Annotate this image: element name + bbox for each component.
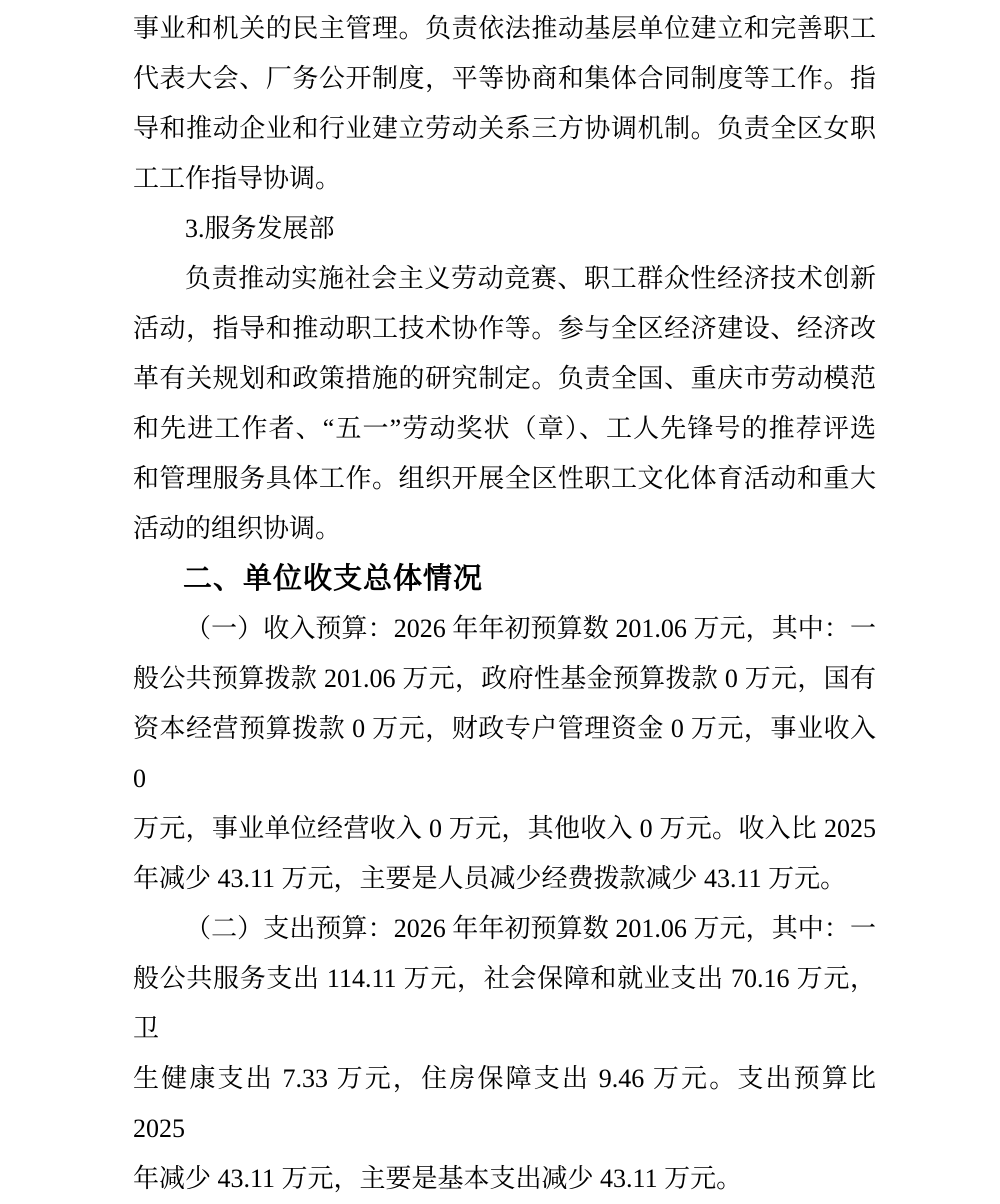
text-line: 万元，事业单位经营收入 0 万元，其他收入 0 万元。收入比 2025	[133, 814, 876, 843]
text-line: 工工作指导协调。	[133, 164, 342, 193]
text-line: 年减少 43.11 万元，主要是基本支出减少 43.11 万元。	[133, 1164, 743, 1193]
text-line: 般公共预算拨款 201.06 万元，政府性基金预算拨款 0 万元，国有	[133, 664, 876, 693]
text-line: 活动，指导和推动职工技术协作等。参与全区经济建设、经济改	[133, 314, 876, 343]
paragraph-dept-3-duties	[133, 254, 876, 554]
paragraph-income-budget	[133, 604, 876, 904]
text-line: （一）收入预算：2026 年年初预算数 201.06 万元，其中：一	[185, 614, 876, 643]
paragraph-duties-continued	[133, 4, 876, 204]
text-line: 3.服务发展部	[185, 214, 335, 243]
document-page	[133, 4, 876, 1204]
paragraph-dept-3-title	[133, 204, 876, 254]
text-line: 事业和机关的民主管理。负责依法推动基层单位建立和完善职工	[133, 14, 876, 43]
text-line: 负责推动实施社会主义劳动竞赛、职工群众性经济技术创新	[185, 264, 876, 293]
paragraph-expenditure-budget	[133, 904, 876, 1204]
text-line: 生健康支出 7.33 万元，住房保障支出 9.46 万元。支出预算比 2025	[133, 1064, 876, 1143]
text-line: 导和推动企业和行业建立劳动关系三方协调机制。负责全区女职	[133, 114, 876, 143]
text-line: 资本经营预算拨款 0 万元，财政专户管理资金 0 万元，事业收入 0	[133, 714, 876, 793]
text-line: 和先进工作者、“五一”劳动奖状（章）、工人先锋号的推荐评选	[133, 414, 876, 443]
section-heading-income-expenditure-overview: 二、单位收支总体情况	[183, 563, 484, 595]
text-line: （二）支出预算：2026 年年初预算数 201.06 万元，其中：一	[185, 914, 876, 943]
text-line: 代表大会、厂务公开制度，平等协商和集体合同制度等工作。指	[133, 64, 876, 93]
text-line: 年减少 43.11 万元，主要是人员减少经费拨款减少 43.11 万元。	[133, 864, 847, 893]
text-line: 和管理服务具体工作。组织开展全区性职工文化体育活动和重大	[133, 464, 876, 493]
text-line: 活动的组织协调。	[133, 514, 342, 543]
text-line: 革有关规划和政策措施的研究制定。负责全国、重庆市劳动模范	[133, 364, 876, 393]
text-line: 般公共服务支出 114.11 万元，社会保障和就业支出 70.16 万元，卫	[133, 964, 876, 1043]
